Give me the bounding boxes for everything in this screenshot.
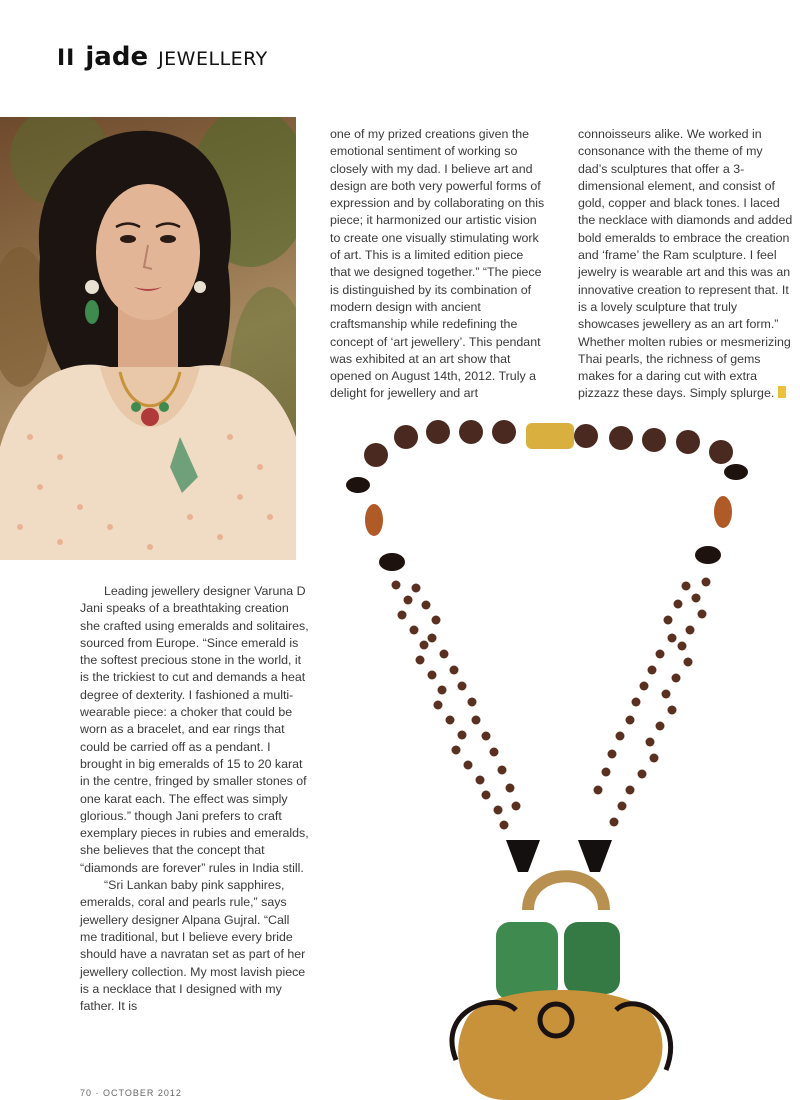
article-column-middle	[330, 126, 545, 403]
section-marker: II	[57, 46, 76, 71]
article-paragraph-text: connoisseurs alike. We worked in consonance with the theme of my dad’s sculptures that offer a 3-dimensional element, and consist of gold, copper and black tones. I laced the necklace with diamonds and added bold emeralds to embrace the creation and ‘frame’ the Ram sculpture. I feel jewelry is wearable art and this was an innovative creation to represent that. It is a lovely sculpture that truly showcases jewellery as an art form.” Whether molten rubies or mesmerizing Thai pearls, the richness of gems makes for a daring cut with extra pizzazz these days. Simply splurge.	[578, 127, 793, 401]
section-header	[57, 42, 268, 72]
article-end-mark-icon	[778, 386, 786, 398]
magazine-brand: jade	[85, 42, 149, 72]
page-footer: 70 · OCTOBER 2012	[80, 1088, 182, 1098]
designer-portrait-photo	[0, 117, 296, 560]
article-paragraph: one of my prized creations given the emotional sentiment of working so closely with my dad. I believe art and design are both very powerful forms of expression and by collaborating on this piece; it harmonized our artistic vision to create one visually stimulating work of art. This is a limited edition piece that we designed together.” “The piece is distinguished by its combination of modern design with ancient craftsmanship while redefining the concept of ‘art jewellery’. This pendant was exhibited at an art show that opened on August 14th, 2012. Truly a delight for jewellery and art	[330, 127, 545, 401]
article-column-right	[578, 126, 793, 403]
portrait-illustration	[0, 117, 296, 560]
article-paragraph: “Sri Lankan baby pink sapphires, emeralds, coral and pearls rule,” says jewellery designer Alpana Gujral. “Call me traditional, but I believe every bride should have a navratan set as part of her jewellery collection. My most lavish piece is a necklace that I designed with my father. It is	[80, 878, 306, 1014]
article-column-left	[80, 583, 310, 1015]
necklace-illustration	[316, 410, 800, 1100]
necklace-photo	[316, 410, 800, 1100]
section-title: JEWELLERY	[158, 48, 268, 70]
article-paragraph	[578, 126, 793, 403]
article-paragraph: Leading jewellery designer Varuna D Jani speaks of a breathtaking creation she crafted using emeralds and solitaires, sourced from Europe. “Since emerald is the softest precious stone in the world, it is the trickiest to cut and demands a heat degree of dexterity. I fashioned a multi-wearable piece: a choker that could be worn as a bracelet, and ear rings that could be carried off as a pendant. I brought in big emeralds of 15 to 20 karat in the centre, fringed by smaller stones of one karat each. The effect was simply glorious.” though Jani prefers to craft exemplary pieces in rubies and emeralds, she believes that the concept that “diamonds are forever” rules in India still.	[80, 584, 309, 875]
